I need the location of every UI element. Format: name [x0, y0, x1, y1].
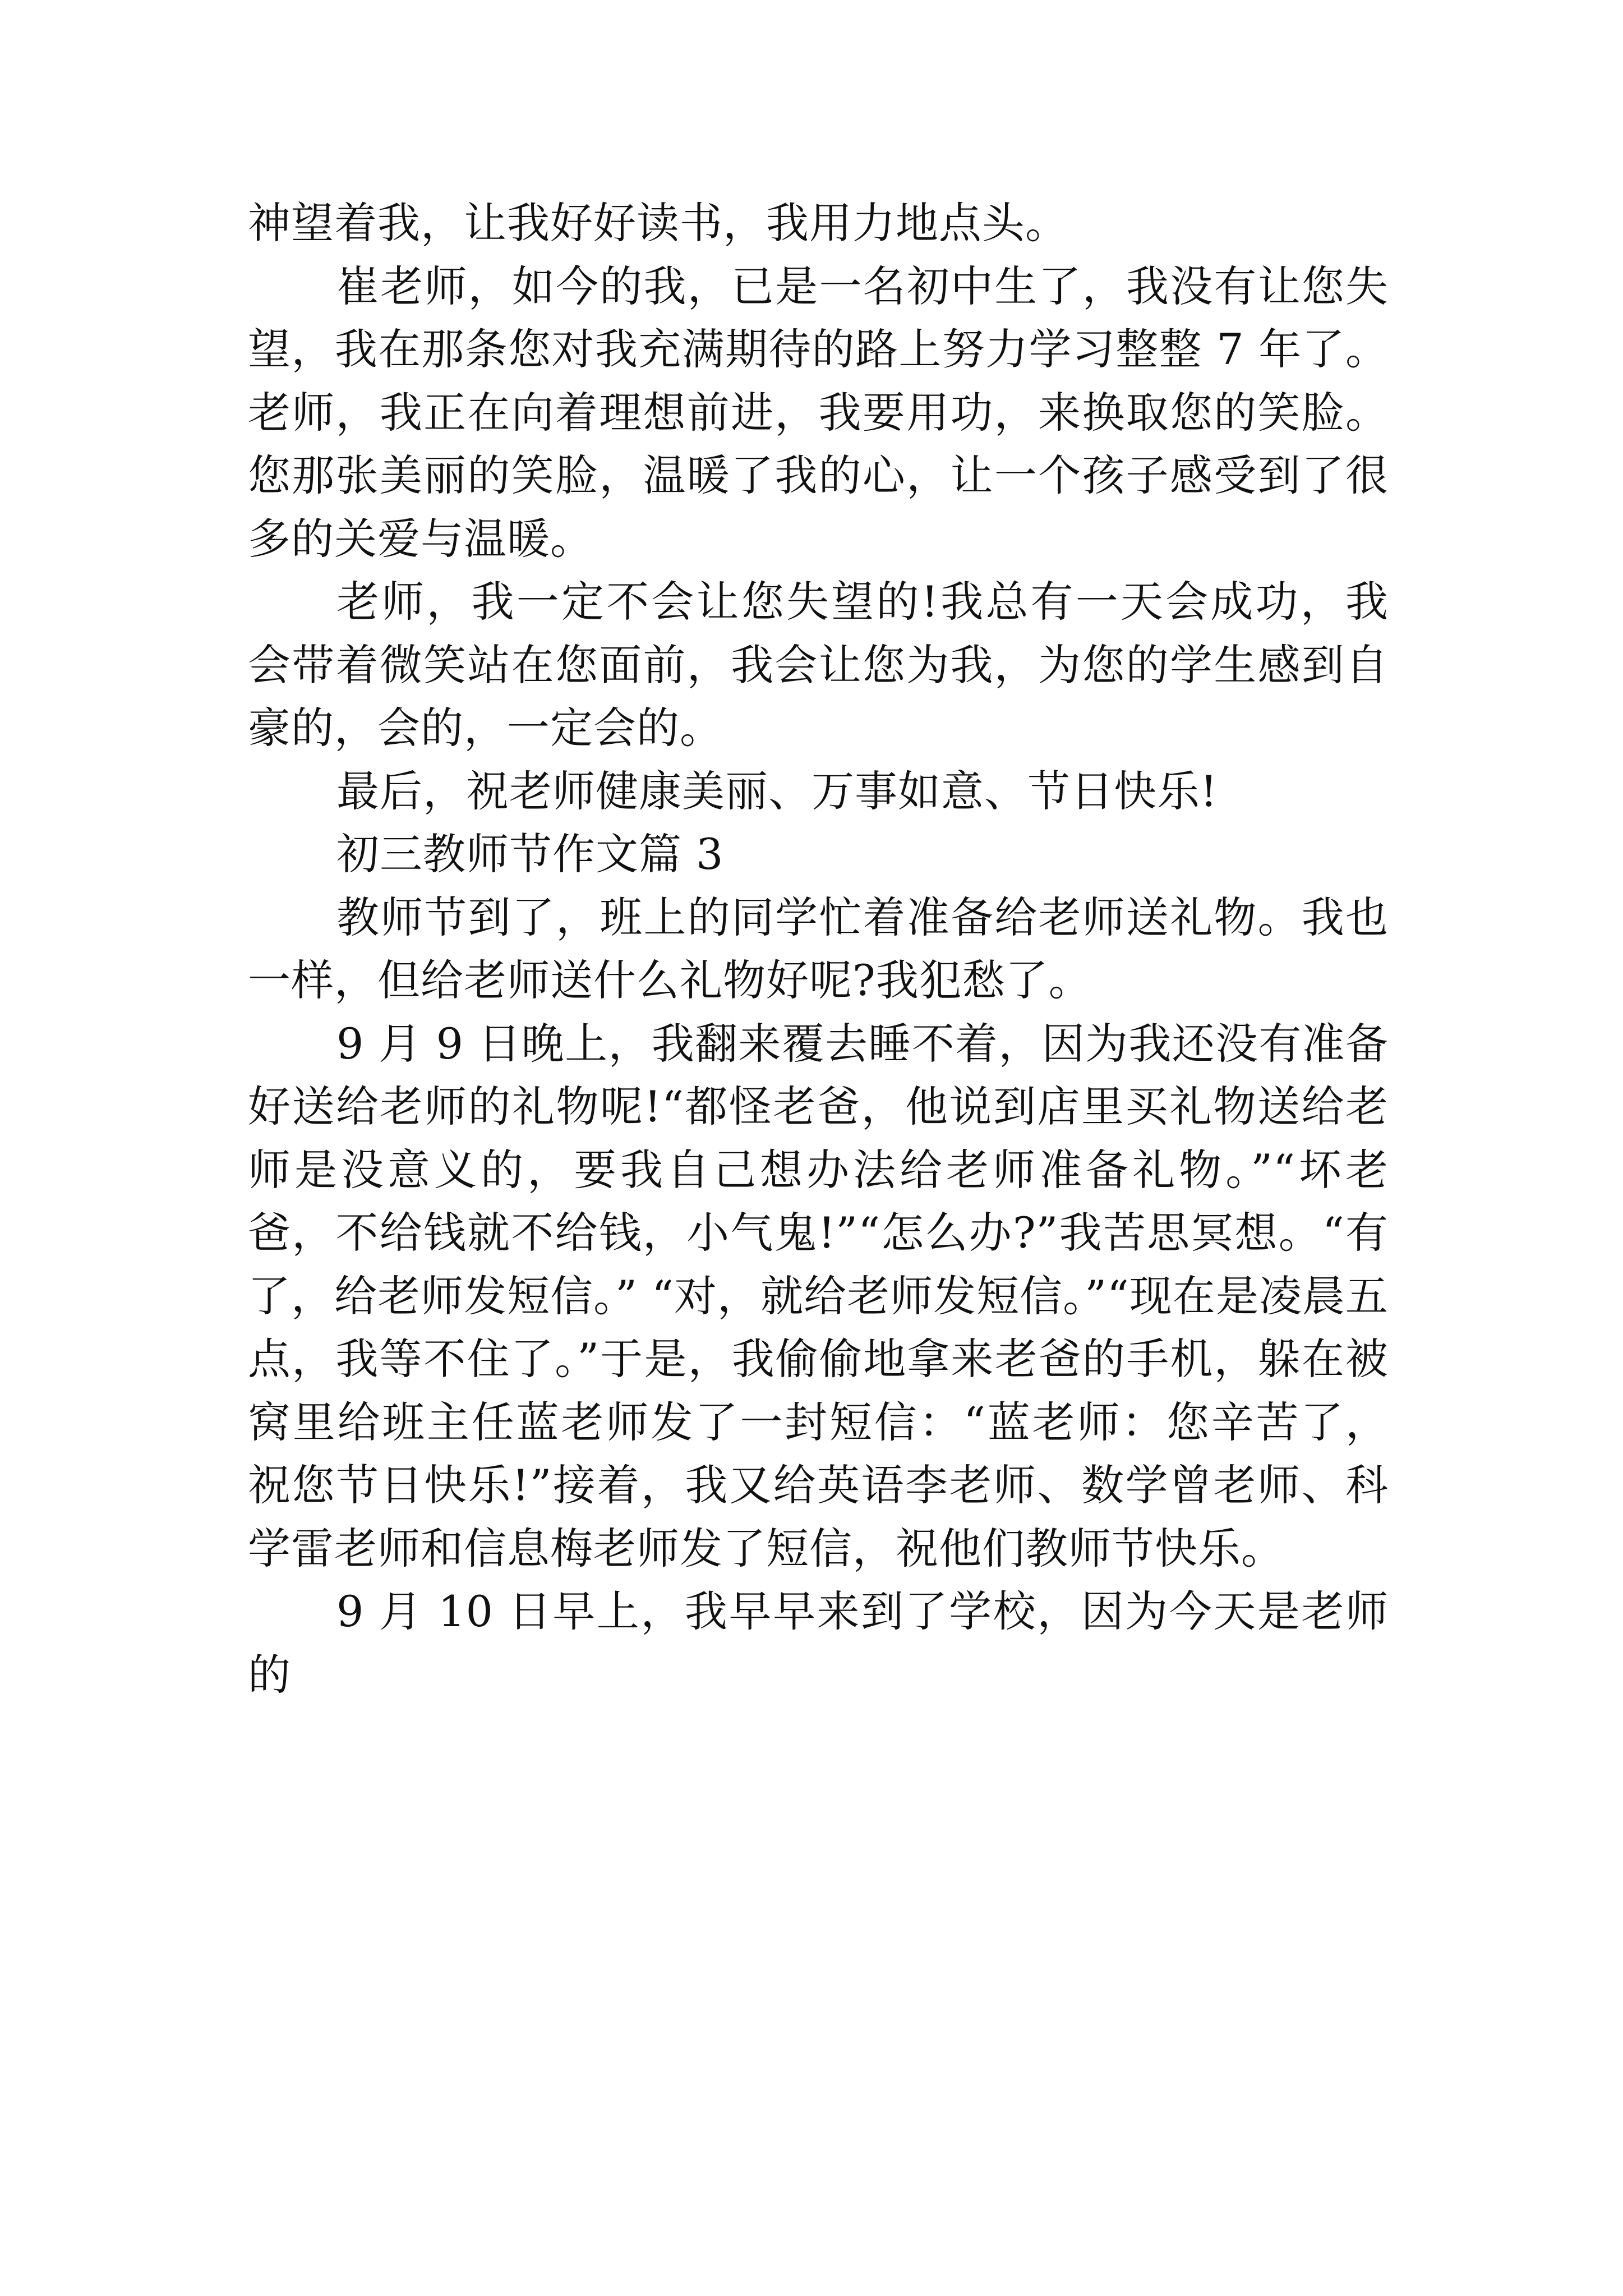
paragraph: 最后，祝老师健康美丽、万事如意、节日快乐! — [336, 766, 1218, 816]
paragraph: 教师节到了，班上的同学忙着准备给老师送礼物。我也一样，但给老师送什么礼物好呢?我犯愁了。 — [248, 892, 1389, 1005]
document-body — [248, 192, 1389, 1706]
paragraph: 9 月 9 日晚上，我翻来覆去睡不着，因为我还没有准备好送给老师的礼物呢!“都怪老爸，他说到店里买礼物送给老师是没意义的，要我自己想办法给老师准备礼物。”“坏老爸，不给钱就不给钱，小气鬼!”“怎么办?”我苦思冥想。“有了，给老师发短信。” “对，就给老师发短信。”“现在是凌晨五点，我等不住了。”于是，我偷偷地拿来老爸的手机，躲在被窝里给班主任蓝老师发了一封短信：“蓝老师：您辛苦了，祝您节日快乐!”接着，我又给英语李老师、数学曾老师、科学雷老师和信息梅老师发了短信，祝他们教师节快乐。 — [248, 1018, 1389, 1573]
paragraph: 崔老师，如今的我，已是一名初中生了，我没有让您失望，我在那条您对我充满期待的路上努力学习整整 7 年了。老师，我正在向着理想前进，我要用功，来换取您的笑脸。您那张美丽的笑脸，温暖了我的心，让一个孩子感受到了很多的关爱与温暖。 — [248, 261, 1389, 564]
paragraph: 9 月 10 日早上，我早早来到了学校，因为今天是老师的 — [248, 1586, 1389, 1700]
paragraph: 神望着我，让我好好读书，我用力地点头。 — [248, 198, 1068, 248]
section-heading: 初三教师节作文篇 3 — [336, 829, 724, 879]
paragraph: 老师，我一定不会让您失望的!我总有一天会成功，我会带着微笑站在您面前，我会让您为我，为您的学生感到自豪的，会的，一定会的。 — [248, 577, 1389, 753]
